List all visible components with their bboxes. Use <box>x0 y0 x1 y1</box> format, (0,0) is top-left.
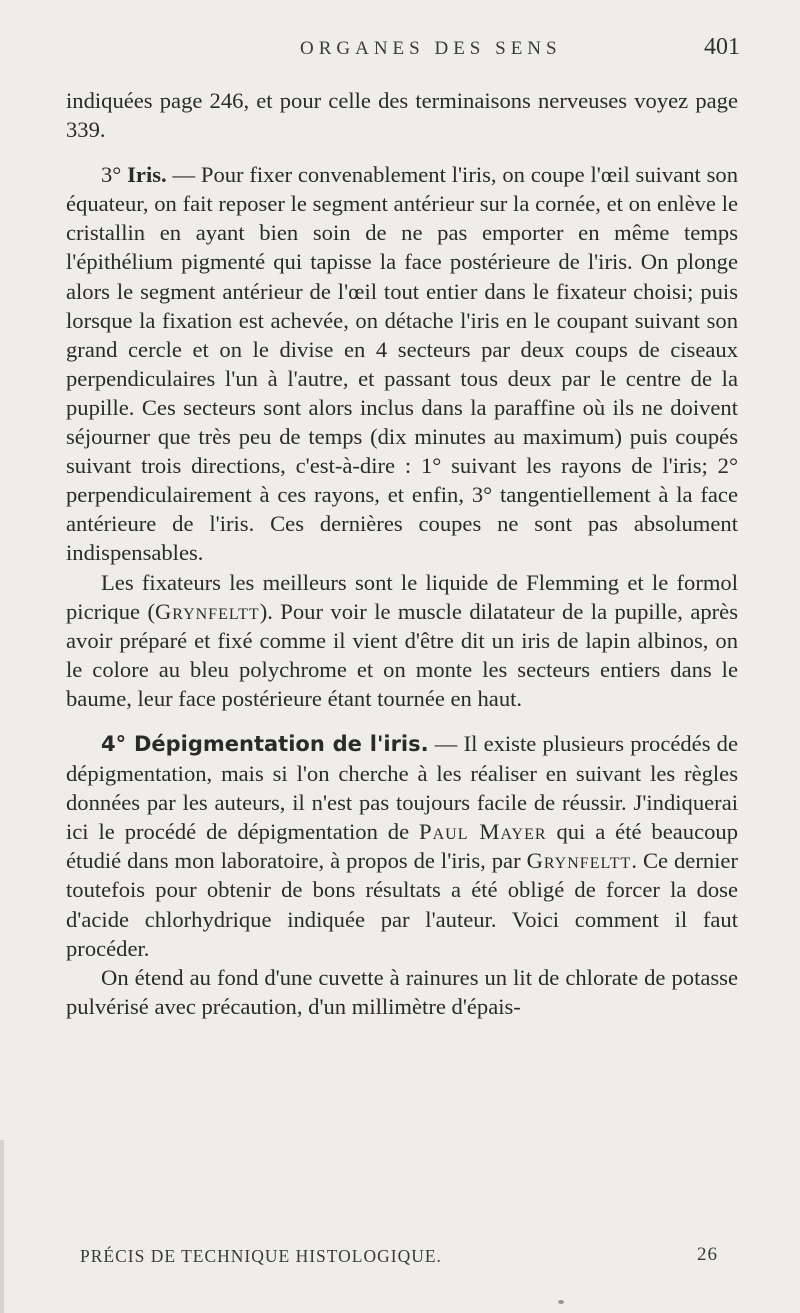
section-text: — Il existe plusieurs procédés de dépigmentation, mais si l'on cherche à les réaliser en suivant les règles données par les auteurs, il n'est pas toujours facile de réussir. J'indiquerai ici le procédé de dépigmentation de <box>66 730 739 845</box>
page-number: 401 <box>704 34 740 60</box>
section-depigmentation <box>66 729 738 963</box>
page-edge <box>0 1140 4 1313</box>
signature-mark: 26 <box>697 1244 718 1265</box>
author-name: Grynfeltt <box>154 598 260 624</box>
paragraph-text: ). Pour voir le muscle dilatateur de la pupille, après avoir préparé et fixé comme il vient d'être dit un iris de lapin albinos, on le colore au bleu polychrome et on monte les secteurs entiers dans le baume, leur face postérieure étant tournée en haut. <box>66 598 738 711</box>
paragraph-text: Les fixateurs les meilleurs sont le liquide de Flemming et le formol picrique ( <box>66 569 738 624</box>
section-heading-iris: Iris. <box>127 162 167 188</box>
running-head <box>0 34 800 74</box>
text-block <box>66 86 738 1021</box>
running-title: ORGANES DES SENS <box>300 38 562 59</box>
ink-speck <box>558 1300 564 1304</box>
section-heading-depigmentation: 4° Dépigmentation de l'iris. <box>101 731 429 756</box>
page-footer <box>80 1246 720 1276</box>
section-iris <box>66 160 738 567</box>
author-name: Paul Mayer <box>419 819 547 845</box>
author-name: Grynfeltt <box>526 848 632 874</box>
section-text-iris: — Pour fixer convenablement l'iris, on coupe l'œil suivant son équateur, on fait reposer le segment antérieur sur la cornée, et on enlève le cristallin en ayant bien soin de ne pas emporter en même temps l'épithélium pigmenté qui tapisse la face postérieure de l'iris. On plonge alors le segment antérieur de l'œil tout entier dans le fixateur choisi; puis lorsque la fixation est achevée, on détache l'iris en le coupant suivant son grand cercle et on le divise en 4 secteurs par deux coups de ciseaux perpendiculaires l'un à l'autre, et passant tous deux par le centre de la pupille. Ces secteurs sont alors inclus dans la paraffine où ils ne doivent séjourner que très peu de temps (dix minutes au maximum) puis coupés suivant trois directions, c'est-à-dire : 1° suivant les rayons de l'iris; 2° perpendiculairement à ces rayons, et enfin, 3° tangentiellement à la face antérieure de l'iris. Ces dernières coupes ne sont pas absolument indispensables. <box>66 162 738 566</box>
paragraph-text: On étend au fond d'une cuvette à rainures un lit de chlorate de potasse pulvérisé avec précaution, d'un millimètre d'épais- <box>66 964 738 1019</box>
paragraph-continuation <box>66 86 738 144</box>
section-text: . Ce dernier toutefois pour obtenir de bons résultats a été obligé de forcer la dose d'acide chlorhydrique indiquée par l'auteur. Voici comment il faut procéder. <box>66 848 738 961</box>
section-text: qui a été beaucoup étudié dans mon laboratoire, à propos de l'iris, par <box>66 819 738 874</box>
book-title: PRÉCIS DE TECHNIQUE HISTOLOGIQUE. <box>80 1246 442 1266</box>
paragraph-procedure <box>66 963 738 1021</box>
section-number: 3° <box>101 162 128 188</box>
paragraph-text: indiquées page 246, et pour celle des terminaisons nerveuses voyez page 339. <box>66 88 738 143</box>
paragraph-fixateurs <box>66 568 738 713</box>
